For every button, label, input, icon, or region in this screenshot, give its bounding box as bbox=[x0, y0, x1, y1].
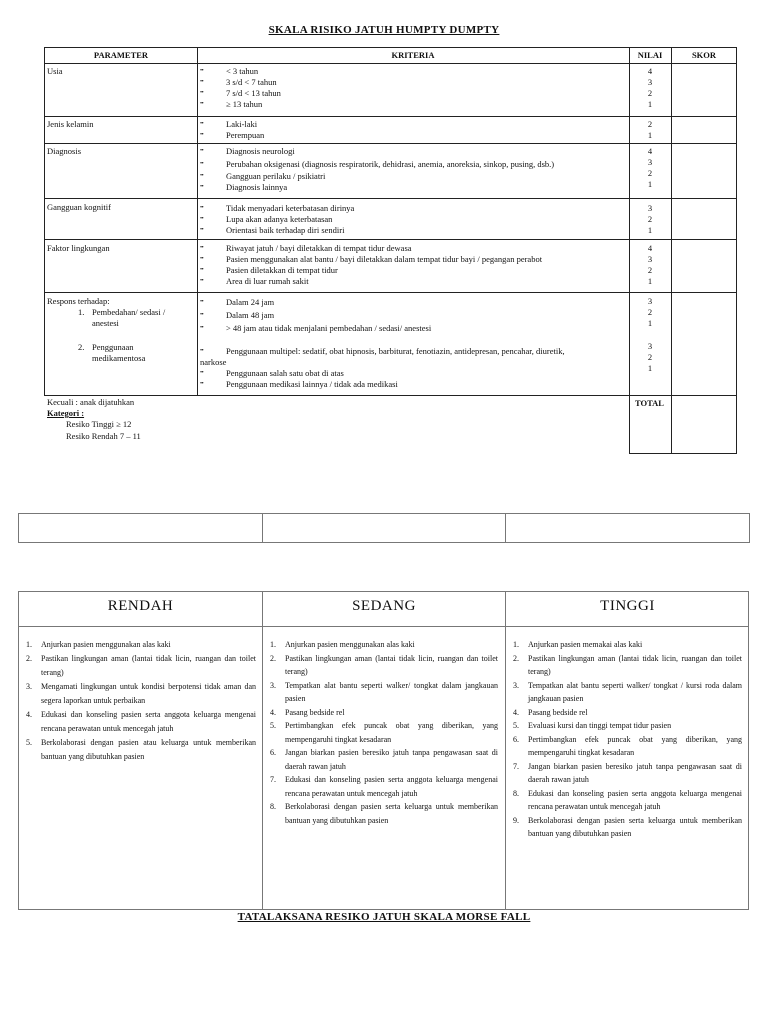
column-divider bbox=[505, 592, 506, 909]
list-item: 1. Anjurkan pasien menggunakan alas kaki bbox=[26, 640, 171, 649]
criteria-item: •• Dalam 24 jam bbox=[200, 297, 275, 307]
table-rule bbox=[44, 63, 737, 64]
table-rule bbox=[736, 47, 737, 454]
table-rule bbox=[44, 198, 737, 199]
kategori-rendah: Resiko Rendah 7 – 11 bbox=[66, 431, 141, 441]
criteria-jenis-kelamin bbox=[198, 119, 628, 141]
list-item: 3. Mengamati lingkungan untuk kondisi berpotensi tidak aman dan segera laporkan untuk perbaikan bbox=[26, 682, 256, 705]
heading-rendah: RENDAH bbox=[107, 598, 174, 614]
nilai-jenis-kelamin: 2 1 bbox=[647, 119, 653, 140]
param-jenis-kelamin: Jenis kelamin bbox=[47, 119, 94, 129]
criteria-item: •• Penggunaan medikasi lainnya / tidak ada medikasi bbox=[200, 379, 398, 389]
table-rule bbox=[671, 47, 672, 454]
respons-sub2-line2: medikamentosa bbox=[92, 353, 146, 363]
kecuali-text: Kecuali : anak dijatuhkan bbox=[47, 397, 135, 407]
header-parameter: PARAMETER bbox=[93, 50, 149, 60]
nilai-respons-a: 3 2 1 bbox=[647, 296, 653, 328]
criteria-item: •• Area di luar rumah sakit bbox=[200, 276, 309, 286]
list-item: 2. Pastikan lingkungan aman (lantai tidak licin, ruangan dan toilet terang) bbox=[513, 653, 742, 676]
criteria-item: •• < 3 tahun bbox=[200, 66, 259, 76]
param-diagnosis: Diagnosis bbox=[47, 146, 81, 156]
respons-sub1-num: 1. bbox=[78, 307, 85, 317]
respons-sub2-num: 2. bbox=[78, 342, 85, 352]
param-faktor-lingkungan: Faktor lingkungan bbox=[47, 243, 110, 253]
nilai-gangguan-kognitif: 3 2 1 bbox=[647, 203, 653, 235]
heading-sedang: SEDANG bbox=[352, 598, 416, 614]
criteria-item: •• Tidak menyadari keterbatasan dirinya bbox=[200, 203, 355, 213]
list-item: 7. Edukasi dan konseling pasien serta anggota keluarga mengenai rencana perawatan untuk mencegah jatuh bbox=[270, 775, 498, 798]
criteria-item: •• Diagnosis lainnya bbox=[200, 182, 288, 192]
criteria-respons-b bbox=[198, 346, 628, 390]
table-rule bbox=[44, 47, 45, 396]
table-rule bbox=[44, 47, 737, 48]
list-rendah bbox=[26, 638, 256, 764]
list-item: 2. Pastikan lingkungan aman (lantai tidak licin, ruangan dan toilet terang) bbox=[270, 653, 498, 676]
list-item: 7. Jangan biarkan pasien beresiko jatuh tanpa pengawasan saat di daerah rawan jatuh bbox=[513, 761, 742, 784]
criteria-gangguan-kognitif bbox=[198, 203, 628, 236]
criteria-item: •• Riwayat jatuh / bayi diletakkan di tempat tidur dewasa bbox=[200, 243, 412, 253]
criteria-item: •• Perempuan bbox=[200, 130, 265, 140]
criteria-item: •• Orientasi baik terhadap diri sendiri bbox=[200, 225, 345, 235]
param-respons: Respons terhadap: bbox=[47, 296, 110, 306]
nilai-respons-b: 3 2 1 bbox=[647, 341, 653, 373]
document-title: SKALA RISIKO JATUH HUMPTY DUMPTY bbox=[268, 24, 500, 36]
criteria-item: •• Perubahan oksigenasi (diagnosis respiratorik, dehidrasi, anemia, anoreksia, sinkop, pusing, dsb.) bbox=[200, 159, 555, 169]
heading-tinggi: TINGGI bbox=[600, 598, 655, 614]
list-item: 8. Edukasi dan konseling pasien serta anggota keluarga mengenai rencana perawatan untuk mencegah jatuh bbox=[513, 788, 742, 811]
list-item: 6. Pertimbangkan efek puncak obat yang diberikan, yang mempengaruhi tingkat kesadaran bbox=[513, 734, 742, 757]
criteria-item: •• > 48 jam atau tidak menjalani pembedahan / sedasi/ anestesi bbox=[200, 323, 432, 333]
criteria-diagnosis bbox=[198, 146, 628, 193]
criteria-item: •• ≥ 13 tahun bbox=[200, 99, 263, 109]
criteria-item: •• 7 s/d < 13 tahun bbox=[200, 88, 281, 98]
list-item: 4. Pasang bedside rel bbox=[513, 707, 588, 717]
list-item: 5. Evaluasi kursi dan tinggi tempat tidur pasien bbox=[513, 721, 672, 730]
criteria-usia bbox=[198, 66, 628, 110]
list-item: 9. Berkolaborasi dengan pasien serta keluarga untuk memberikan bantuan yang dibutuhkan pasien bbox=[513, 815, 742, 838]
table-rule bbox=[44, 143, 737, 144]
criteria-item: •• Pasien menggunakan alat bantu / bayi diletakkan dalam tempat tidur bayi / pegangan perabot bbox=[200, 254, 543, 264]
criteria-item-cont: narkose bbox=[200, 357, 227, 367]
criteria-item: •• Gangguan perilaku / psikiatri bbox=[200, 171, 326, 181]
nilai-diagnosis: 4 3 2 1 bbox=[647, 146, 653, 189]
table-rule bbox=[44, 239, 737, 240]
list-item: 2. Pastikan lingkungan aman (lantai tidak licin, ruangan dan toilet terang) bbox=[26, 654, 256, 677]
list-item: 4. Pasang bedside rel bbox=[270, 707, 345, 717]
empty-category-table bbox=[18, 513, 750, 543]
list-tinggi bbox=[513, 638, 742, 841]
criteria-item: •• 3 s/d < 7 tahun bbox=[200, 77, 277, 87]
param-gangguan-kognitif: Gangguan kognitif bbox=[47, 202, 111, 212]
param-usia: Usia bbox=[47, 66, 63, 76]
list-item: 1. Anjurkan pasien menggunakan alas kaki bbox=[270, 640, 415, 649]
table-rule bbox=[44, 395, 737, 396]
fall-risk-management-table bbox=[18, 591, 749, 910]
bottom-title: TATALAKSANA RESIKO JATUH SKALA MORSE FALL bbox=[237, 911, 531, 923]
criteria-item: •• Pasien diletakkan di tempat tidur bbox=[200, 265, 338, 275]
criteria-item: •• Penggunaan multipel: sedatif, obat hipnosis, barbiturat, fenotiazin, antidepresan, pencahar, diuretik, bbox=[200, 346, 565, 356]
respons-sub1-line2: anestesi bbox=[92, 318, 119, 328]
criteria-faktor-lingkungan bbox=[198, 243, 628, 287]
nilai-faktor-lingkungan: 4 3 2 1 bbox=[647, 243, 653, 286]
kategori-label: Kategori : bbox=[47, 408, 85, 418]
list-item: 5. Berkolaborasi dengan pasien atau keluarga untuk memberikan bantuan yang dibutuhkan pasien bbox=[26, 738, 256, 761]
header-divider bbox=[19, 626, 748, 627]
criteria-item: •• Dalam 48 jam bbox=[200, 310, 275, 320]
list-item: 4. Edukasi dan konseling pasien serta anggota keluarga mengenai rencana perawatan untuk mencegah jatuh bbox=[26, 710, 256, 733]
list-item: 3. Tempatkan alat bantu seperti walker/ tongkat dalam jangkauan pasien bbox=[270, 680, 498, 703]
criteria-item: •• Diagnosis neurologi bbox=[200, 146, 295, 156]
total-label: TOTAL bbox=[635, 398, 664, 408]
list-item: 5. Pertimbangkan efek puncak obat yang diberikan, yang mempengaruhi tingkat kesadaran bbox=[270, 721, 498, 744]
list-item: 3. Tempatkan alat bantu seperti walker/ tongkat / kursi roda dalam jangkauan pasien bbox=[513, 680, 742, 703]
criteria-item: •• Laki-laki bbox=[200, 119, 258, 129]
kategori-tinggi: Resiko Tinggi ≥ 12 bbox=[66, 419, 132, 429]
column-divider bbox=[505, 514, 506, 542]
column-divider bbox=[262, 514, 263, 542]
list-sedang bbox=[270, 638, 498, 827]
column-divider bbox=[262, 592, 263, 909]
table-rule bbox=[44, 116, 737, 117]
criteria-respons-a bbox=[198, 296, 628, 335]
header-nilai: NILAI bbox=[637, 50, 663, 60]
respons-sub2-line1: Penggunaan bbox=[92, 342, 134, 352]
header-skor: SKOR bbox=[691, 50, 717, 60]
header-kriteria: KRITERIA bbox=[391, 50, 435, 60]
table-rule bbox=[629, 453, 737, 454]
nilai-usia: 4 3 2 1 bbox=[647, 66, 653, 109]
respons-sub1-line1: Pembedahan/ sedasi / bbox=[92, 307, 166, 317]
criteria-item: •• Penggunaan salah satu obat di atas bbox=[200, 368, 344, 378]
criteria-item: •• Lupa akan adanya keterbatasan bbox=[200, 214, 333, 224]
list-item: 8. Berkolaborasi dengan pasien serta keluarga untuk memberikan bantuan yang dibutuhkan pasien bbox=[270, 802, 498, 825]
list-item: 6. Jangan biarkan pasien beresiko jatuh tanpa pengawasan saat di daerah rawan jatuh bbox=[270, 748, 498, 771]
list-item: 1. Anjurkan pasien memakai alas kaki bbox=[513, 640, 643, 649]
table-rule bbox=[44, 292, 737, 293]
